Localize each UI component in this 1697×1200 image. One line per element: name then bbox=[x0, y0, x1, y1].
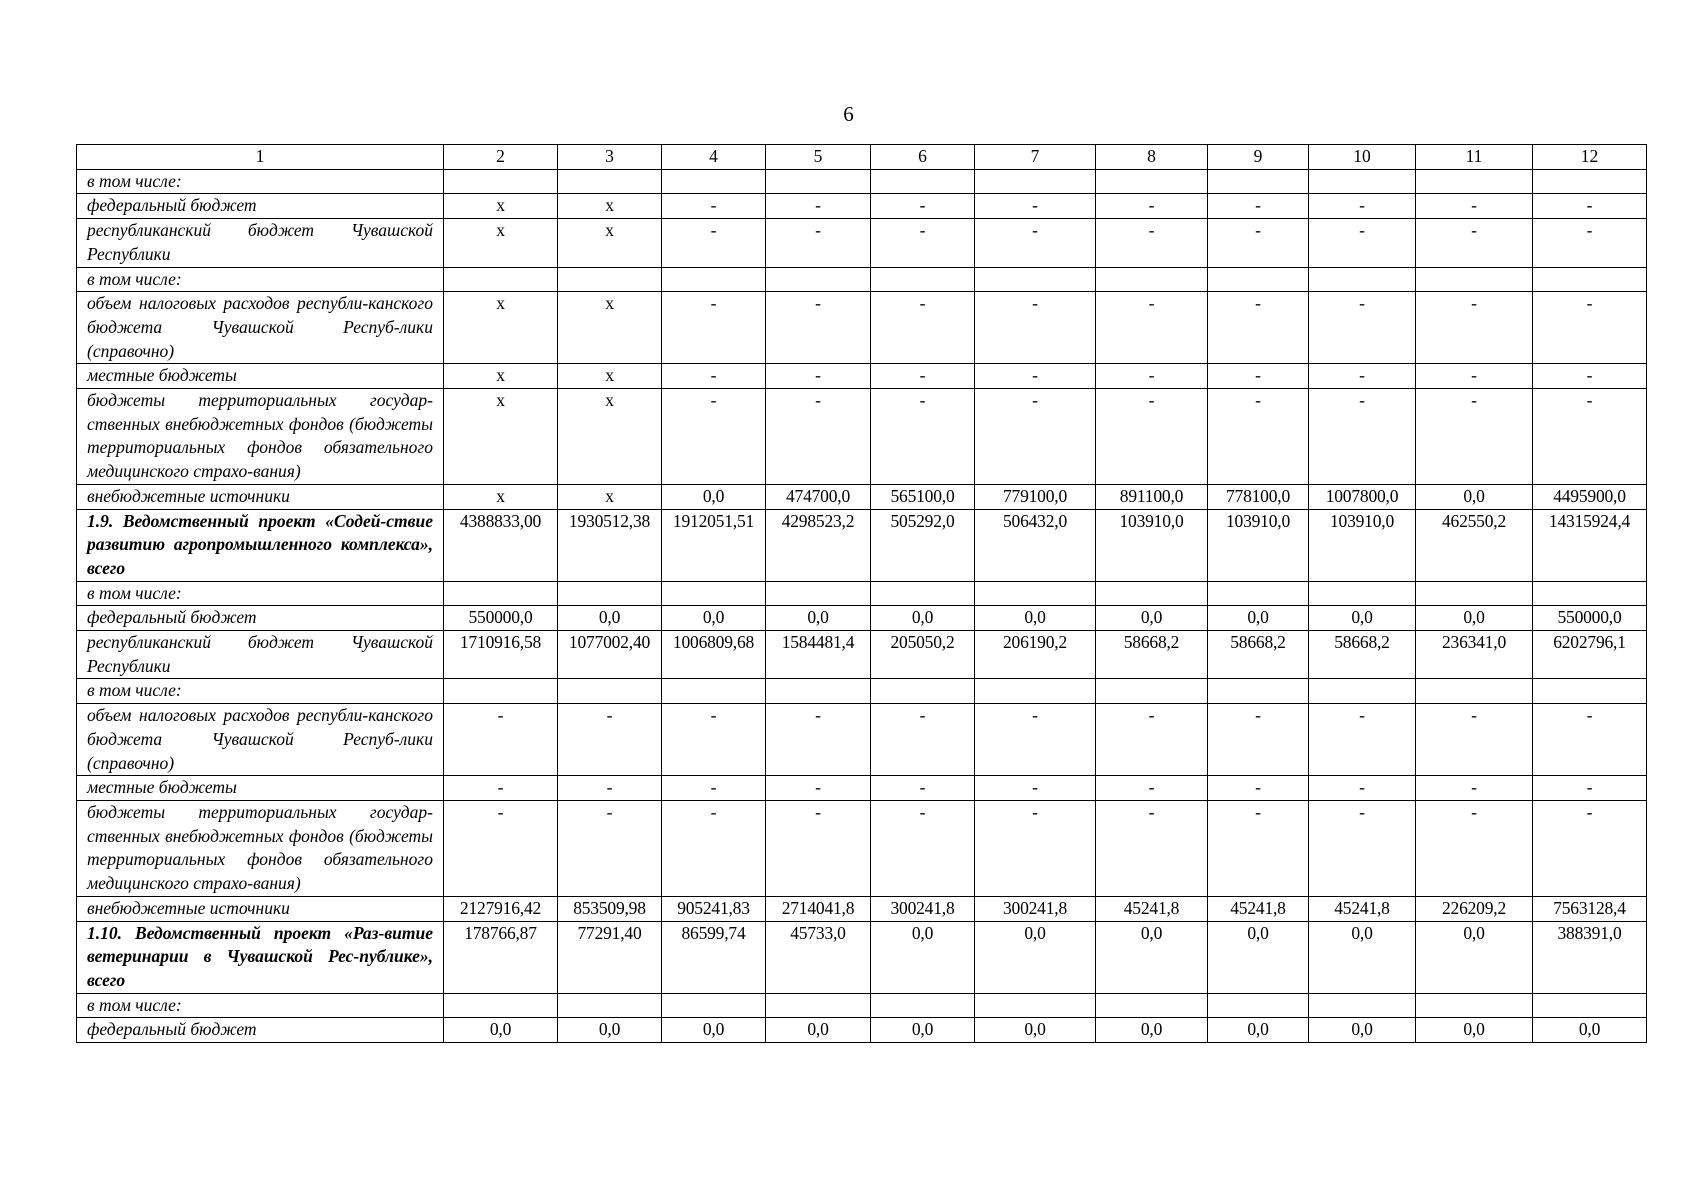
value-cell: - bbox=[1096, 219, 1208, 267]
value-cell: - bbox=[662, 292, 766, 364]
value-cell: 550000,0 bbox=[1533, 606, 1647, 631]
value-cell bbox=[871, 679, 975, 704]
value-cell: 103910,0 bbox=[1309, 509, 1416, 581]
value-cell: 206190,2 bbox=[975, 631, 1096, 679]
table-row bbox=[77, 292, 1647, 364]
row-label: бюджеты территориальных государ-ственных внебюджетных фондов (бюджеты территориальных фондов обязательного медицинского страхо-вания) bbox=[77, 800, 444, 896]
table-row bbox=[77, 993, 1647, 1018]
value-cell: 779100,0 bbox=[975, 484, 1096, 509]
value-cell: 0,0 bbox=[1309, 1018, 1416, 1043]
value-cell: - bbox=[1096, 389, 1208, 485]
value-cell bbox=[1533, 993, 1647, 1018]
value-cell: 1710916,58 bbox=[444, 631, 558, 679]
value-cell: 103910,0 bbox=[1096, 509, 1208, 581]
value-cell: - bbox=[871, 292, 975, 364]
value-cell: х bbox=[444, 364, 558, 389]
value-cell bbox=[1208, 169, 1309, 194]
value-cell: 462550,2 bbox=[1416, 509, 1533, 581]
value-cell: 0,0 bbox=[1416, 484, 1533, 509]
value-cell bbox=[1416, 993, 1533, 1018]
value-cell: - bbox=[1208, 219, 1309, 267]
value-cell: - bbox=[1096, 776, 1208, 801]
value-cell: - bbox=[766, 776, 871, 801]
value-cell: - bbox=[1416, 219, 1533, 267]
value-cell: х bbox=[558, 484, 662, 509]
value-cell bbox=[558, 169, 662, 194]
value-cell: - bbox=[1208, 800, 1309, 896]
value-cell: - bbox=[766, 194, 871, 219]
value-cell: - bbox=[766, 704, 871, 776]
value-cell bbox=[766, 993, 871, 1018]
value-cell: 0,0 bbox=[1208, 1018, 1309, 1043]
value-cell: - bbox=[1416, 194, 1533, 219]
value-cell: - bbox=[558, 800, 662, 896]
value-cell: - bbox=[1309, 194, 1416, 219]
table-row bbox=[77, 389, 1647, 485]
value-cell bbox=[975, 267, 1096, 292]
value-cell bbox=[444, 581, 558, 606]
value-cell: 4298523,2 bbox=[766, 509, 871, 581]
column-number-row bbox=[77, 145, 1647, 170]
value-cell bbox=[1096, 993, 1208, 1018]
value-cell: 0,0 bbox=[1096, 1018, 1208, 1043]
value-cell: - bbox=[558, 776, 662, 801]
value-cell: 178766,87 bbox=[444, 921, 558, 993]
value-cell bbox=[558, 679, 662, 704]
value-cell: - bbox=[444, 800, 558, 896]
value-cell bbox=[444, 169, 558, 194]
value-cell: - bbox=[975, 776, 1096, 801]
value-cell bbox=[662, 993, 766, 1018]
value-cell: 14315924,4 bbox=[1533, 509, 1647, 581]
row-label: федеральный бюджет bbox=[77, 1018, 444, 1043]
value-cell: - bbox=[1309, 776, 1416, 801]
value-cell: 300241,8 bbox=[975, 896, 1096, 921]
value-cell: 505292,0 bbox=[871, 509, 975, 581]
row-label: федеральный бюджет bbox=[77, 606, 444, 631]
value-cell: х bbox=[558, 292, 662, 364]
value-cell bbox=[1416, 679, 1533, 704]
value-cell: - bbox=[444, 704, 558, 776]
value-cell: 58668,2 bbox=[1309, 631, 1416, 679]
value-cell bbox=[1309, 679, 1416, 704]
value-cell: - bbox=[1533, 776, 1647, 801]
value-cell: х bbox=[444, 484, 558, 509]
value-cell: 103910,0 bbox=[1208, 509, 1309, 581]
value-cell bbox=[1416, 169, 1533, 194]
value-cell: - bbox=[1309, 219, 1416, 267]
value-cell: 300241,8 bbox=[871, 896, 975, 921]
section-row bbox=[77, 921, 1647, 993]
column-number-cell: 2 bbox=[444, 145, 558, 170]
row-label: республиканский бюджет Чувашской Республики bbox=[77, 219, 444, 267]
value-cell: 0,0 bbox=[1309, 921, 1416, 993]
value-cell: - bbox=[871, 364, 975, 389]
value-cell: х bbox=[558, 219, 662, 267]
value-cell: - bbox=[662, 219, 766, 267]
column-number-cell: 6 bbox=[871, 145, 975, 170]
value-cell: - bbox=[975, 389, 1096, 485]
value-cell: 474700,0 bbox=[766, 484, 871, 509]
value-cell: - bbox=[871, 704, 975, 776]
value-cell: - bbox=[871, 800, 975, 896]
row-label: федеральный бюджет bbox=[77, 194, 444, 219]
value-cell: 506432,0 bbox=[975, 509, 1096, 581]
value-cell: 550000,0 bbox=[444, 606, 558, 631]
value-cell: 58668,2 bbox=[1096, 631, 1208, 679]
budget-table bbox=[76, 144, 1647, 1043]
value-cell bbox=[766, 267, 871, 292]
value-cell: - bbox=[1533, 219, 1647, 267]
row-label: бюджеты территориальных государ-ственных внебюджетных фондов (бюджеты территориальных фондов обязательного медицинского страхо-вания) bbox=[77, 389, 444, 485]
table-row bbox=[77, 896, 1647, 921]
value-cell bbox=[766, 581, 871, 606]
value-cell bbox=[662, 169, 766, 194]
value-cell: 1006809,68 bbox=[662, 631, 766, 679]
value-cell: - bbox=[1096, 704, 1208, 776]
value-cell: - bbox=[1416, 389, 1533, 485]
table-row bbox=[77, 776, 1647, 801]
value-cell bbox=[662, 581, 766, 606]
value-cell: 45241,8 bbox=[1096, 896, 1208, 921]
value-cell: - bbox=[871, 776, 975, 801]
value-cell: 0,0 bbox=[1416, 606, 1533, 631]
value-cell: 0,0 bbox=[558, 1018, 662, 1043]
value-cell: 0,0 bbox=[662, 606, 766, 631]
value-cell: - bbox=[766, 219, 871, 267]
row-label: объем налоговых расходов республи-канского бюджета Чувашской Респуб-лики (справочно) bbox=[77, 292, 444, 364]
value-cell bbox=[975, 679, 1096, 704]
value-cell bbox=[1096, 267, 1208, 292]
value-cell: х bbox=[444, 219, 558, 267]
value-cell: - bbox=[1416, 800, 1533, 896]
value-cell: 565100,0 bbox=[871, 484, 975, 509]
row-label: 1.10. Ведомственный проект «Раз-витие ветеринарии в Чувашской Рес-публике», всего bbox=[77, 921, 444, 993]
value-cell: 4388833,00 bbox=[444, 509, 558, 581]
table-row bbox=[77, 364, 1647, 389]
value-cell: 1584481,4 bbox=[766, 631, 871, 679]
value-cell bbox=[1208, 993, 1309, 1018]
value-cell: - bbox=[766, 364, 871, 389]
value-cell: - bbox=[766, 389, 871, 485]
value-cell bbox=[1309, 169, 1416, 194]
value-cell: - bbox=[1533, 364, 1647, 389]
value-cell: 86599,74 bbox=[662, 921, 766, 993]
value-cell: - bbox=[1208, 776, 1309, 801]
value-cell bbox=[975, 169, 1096, 194]
table-row bbox=[77, 267, 1647, 292]
value-cell: 778100,0 bbox=[1208, 484, 1309, 509]
value-cell bbox=[1533, 581, 1647, 606]
value-cell bbox=[975, 581, 1096, 606]
table-row bbox=[77, 484, 1647, 509]
value-cell: 0,0 bbox=[766, 1018, 871, 1043]
value-cell: 226209,2 bbox=[1416, 896, 1533, 921]
value-cell: 0,0 bbox=[662, 1018, 766, 1043]
table-row bbox=[77, 1018, 1647, 1043]
value-cell bbox=[662, 267, 766, 292]
value-cell: - bbox=[662, 389, 766, 485]
column-number-cell: 8 bbox=[1096, 145, 1208, 170]
value-cell: - bbox=[662, 364, 766, 389]
value-cell bbox=[1309, 993, 1416, 1018]
row-label: местные бюджеты bbox=[77, 776, 444, 801]
table-row bbox=[77, 704, 1647, 776]
value-cell: - bbox=[1309, 364, 1416, 389]
value-cell: 0,0 bbox=[871, 606, 975, 631]
value-cell bbox=[1416, 267, 1533, 292]
value-cell: - bbox=[1416, 704, 1533, 776]
value-cell bbox=[1096, 581, 1208, 606]
value-cell: х bbox=[444, 292, 558, 364]
value-cell: - bbox=[975, 800, 1096, 896]
value-cell: - bbox=[1309, 389, 1416, 485]
column-number-cell: 12 bbox=[1533, 145, 1647, 170]
value-cell bbox=[444, 993, 558, 1018]
row-label: местные бюджеты bbox=[77, 364, 444, 389]
table-row bbox=[77, 581, 1647, 606]
value-cell: - bbox=[871, 219, 975, 267]
value-cell: - bbox=[975, 364, 1096, 389]
value-cell: - bbox=[1533, 292, 1647, 364]
row-label: 1.9. Ведомственный проект «Содей-ствие развитию агропромышленного комплекса», всего bbox=[77, 509, 444, 581]
value-cell bbox=[1533, 169, 1647, 194]
value-cell: 0,0 bbox=[662, 484, 766, 509]
row-label: в том числе: bbox=[77, 581, 444, 606]
value-cell: - bbox=[975, 292, 1096, 364]
value-cell bbox=[1208, 679, 1309, 704]
value-cell: 0,0 bbox=[558, 606, 662, 631]
row-label: республиканский бюджет Чувашской Республики bbox=[77, 631, 444, 679]
value-cell: 1930512,38 bbox=[558, 509, 662, 581]
value-cell: 0,0 bbox=[975, 921, 1096, 993]
value-cell: - bbox=[871, 389, 975, 485]
value-cell: 4495900,0 bbox=[1533, 484, 1647, 509]
value-cell: 45241,8 bbox=[1208, 896, 1309, 921]
value-cell: - bbox=[1416, 776, 1533, 801]
value-cell: 1007800,0 bbox=[1309, 484, 1416, 509]
value-cell: - bbox=[662, 800, 766, 896]
value-cell: 0,0 bbox=[871, 1018, 975, 1043]
row-label: внебюджетные источники bbox=[77, 896, 444, 921]
table-row bbox=[77, 606, 1647, 631]
value-cell: 891100,0 bbox=[1096, 484, 1208, 509]
value-cell bbox=[558, 993, 662, 1018]
value-cell: 0,0 bbox=[1416, 921, 1533, 993]
value-cell bbox=[871, 169, 975, 194]
value-cell bbox=[1096, 679, 1208, 704]
value-cell: 0,0 bbox=[444, 1018, 558, 1043]
value-cell: 2127916,42 bbox=[444, 896, 558, 921]
value-cell: - bbox=[662, 194, 766, 219]
value-cell: - bbox=[1309, 800, 1416, 896]
value-cell: - bbox=[1096, 800, 1208, 896]
value-cell: - bbox=[1208, 389, 1309, 485]
table-row bbox=[77, 219, 1647, 267]
value-cell: - bbox=[975, 194, 1096, 219]
value-cell bbox=[1309, 581, 1416, 606]
value-cell: - bbox=[1208, 364, 1309, 389]
value-cell bbox=[1096, 169, 1208, 194]
row-label: в том числе: bbox=[77, 993, 444, 1018]
value-cell: 0,0 bbox=[1208, 921, 1309, 993]
value-cell: х bbox=[558, 194, 662, 219]
table-row bbox=[77, 800, 1647, 896]
value-cell: 77291,40 bbox=[558, 921, 662, 993]
table-row bbox=[77, 194, 1647, 219]
value-cell: 0,0 bbox=[1208, 606, 1309, 631]
value-cell bbox=[444, 267, 558, 292]
value-cell bbox=[1533, 267, 1647, 292]
table-row bbox=[77, 679, 1647, 704]
value-cell: 1912051,51 bbox=[662, 509, 766, 581]
value-cell: - bbox=[1416, 292, 1533, 364]
value-cell bbox=[1533, 679, 1647, 704]
value-cell bbox=[1416, 581, 1533, 606]
value-cell: - bbox=[662, 776, 766, 801]
value-cell: 0,0 bbox=[1096, 606, 1208, 631]
value-cell: 0,0 bbox=[1533, 1018, 1647, 1043]
value-cell: - bbox=[1416, 364, 1533, 389]
value-cell: х bbox=[558, 364, 662, 389]
value-cell: 6202796,1 bbox=[1533, 631, 1647, 679]
value-cell: - bbox=[975, 219, 1096, 267]
value-cell: 0,0 bbox=[975, 1018, 1096, 1043]
column-number-cell: 4 bbox=[662, 145, 766, 170]
value-cell: 7563128,4 bbox=[1533, 896, 1647, 921]
row-label: объем налоговых расходов республи-канского бюджета Чувашской Респуб-лики (справочно) bbox=[77, 704, 444, 776]
value-cell: 45733,0 bbox=[766, 921, 871, 993]
row-label: внебюджетные источники bbox=[77, 484, 444, 509]
value-cell bbox=[1309, 267, 1416, 292]
value-cell bbox=[871, 581, 975, 606]
value-cell: - bbox=[1096, 364, 1208, 389]
column-number-cell: 5 bbox=[766, 145, 871, 170]
value-cell: - bbox=[1096, 194, 1208, 219]
value-cell: 58668,2 bbox=[1208, 631, 1309, 679]
value-cell: - bbox=[1533, 194, 1647, 219]
value-cell: 0,0 bbox=[1309, 606, 1416, 631]
value-cell: - bbox=[766, 800, 871, 896]
value-cell: - bbox=[1208, 704, 1309, 776]
value-cell bbox=[975, 993, 1096, 1018]
value-cell: х bbox=[558, 389, 662, 485]
value-cell: - bbox=[1533, 800, 1647, 896]
value-cell: 45241,8 bbox=[1309, 896, 1416, 921]
column-number-cell: 11 bbox=[1416, 145, 1533, 170]
column-number-cell: 3 bbox=[558, 145, 662, 170]
value-cell: - bbox=[1208, 292, 1309, 364]
value-cell: - bbox=[871, 194, 975, 219]
value-cell bbox=[444, 679, 558, 704]
row-label: в том числе: bbox=[77, 679, 444, 704]
value-cell: - bbox=[766, 292, 871, 364]
value-cell: 236341,0 bbox=[1416, 631, 1533, 679]
value-cell: - bbox=[1309, 704, 1416, 776]
value-cell: 388391,0 bbox=[1533, 921, 1647, 993]
value-cell bbox=[871, 267, 975, 292]
value-cell: - bbox=[1533, 704, 1647, 776]
value-cell: - bbox=[662, 704, 766, 776]
row-label: в том числе: bbox=[77, 169, 444, 194]
value-cell: - bbox=[1208, 194, 1309, 219]
value-cell: х bbox=[444, 194, 558, 219]
value-cell: 205050,2 bbox=[871, 631, 975, 679]
value-cell: 0,0 bbox=[766, 606, 871, 631]
section-row bbox=[77, 509, 1647, 581]
value-cell bbox=[871, 993, 975, 1018]
value-cell: 0,0 bbox=[1416, 1018, 1533, 1043]
value-cell: - bbox=[444, 776, 558, 801]
value-cell: 853509,98 bbox=[558, 896, 662, 921]
value-cell bbox=[558, 267, 662, 292]
table-row bbox=[77, 169, 1647, 194]
value-cell: - bbox=[1309, 292, 1416, 364]
column-number-cell: 7 bbox=[975, 145, 1096, 170]
value-cell: 905241,83 bbox=[662, 896, 766, 921]
value-cell: - bbox=[975, 704, 1096, 776]
value-cell: 0,0 bbox=[1096, 921, 1208, 993]
value-cell: 1077002,40 bbox=[558, 631, 662, 679]
value-cell bbox=[1208, 267, 1309, 292]
page-number: 6 bbox=[843, 102, 854, 126]
value-cell: 0,0 bbox=[975, 606, 1096, 631]
value-cell: - bbox=[1533, 389, 1647, 485]
value-cell bbox=[766, 169, 871, 194]
value-cell: - bbox=[558, 704, 662, 776]
column-number-cell: 10 bbox=[1309, 145, 1416, 170]
column-number-cell: 1 bbox=[77, 145, 444, 170]
column-number-cell: 9 bbox=[1208, 145, 1309, 170]
value-cell: х bbox=[444, 389, 558, 485]
value-cell bbox=[662, 679, 766, 704]
table-row bbox=[77, 631, 1647, 679]
row-label: в том числе: bbox=[77, 267, 444, 292]
value-cell: - bbox=[1096, 292, 1208, 364]
value-cell bbox=[558, 581, 662, 606]
value-cell bbox=[766, 679, 871, 704]
value-cell: 2714041,8 bbox=[766, 896, 871, 921]
value-cell bbox=[1208, 581, 1309, 606]
value-cell: 0,0 bbox=[871, 921, 975, 993]
